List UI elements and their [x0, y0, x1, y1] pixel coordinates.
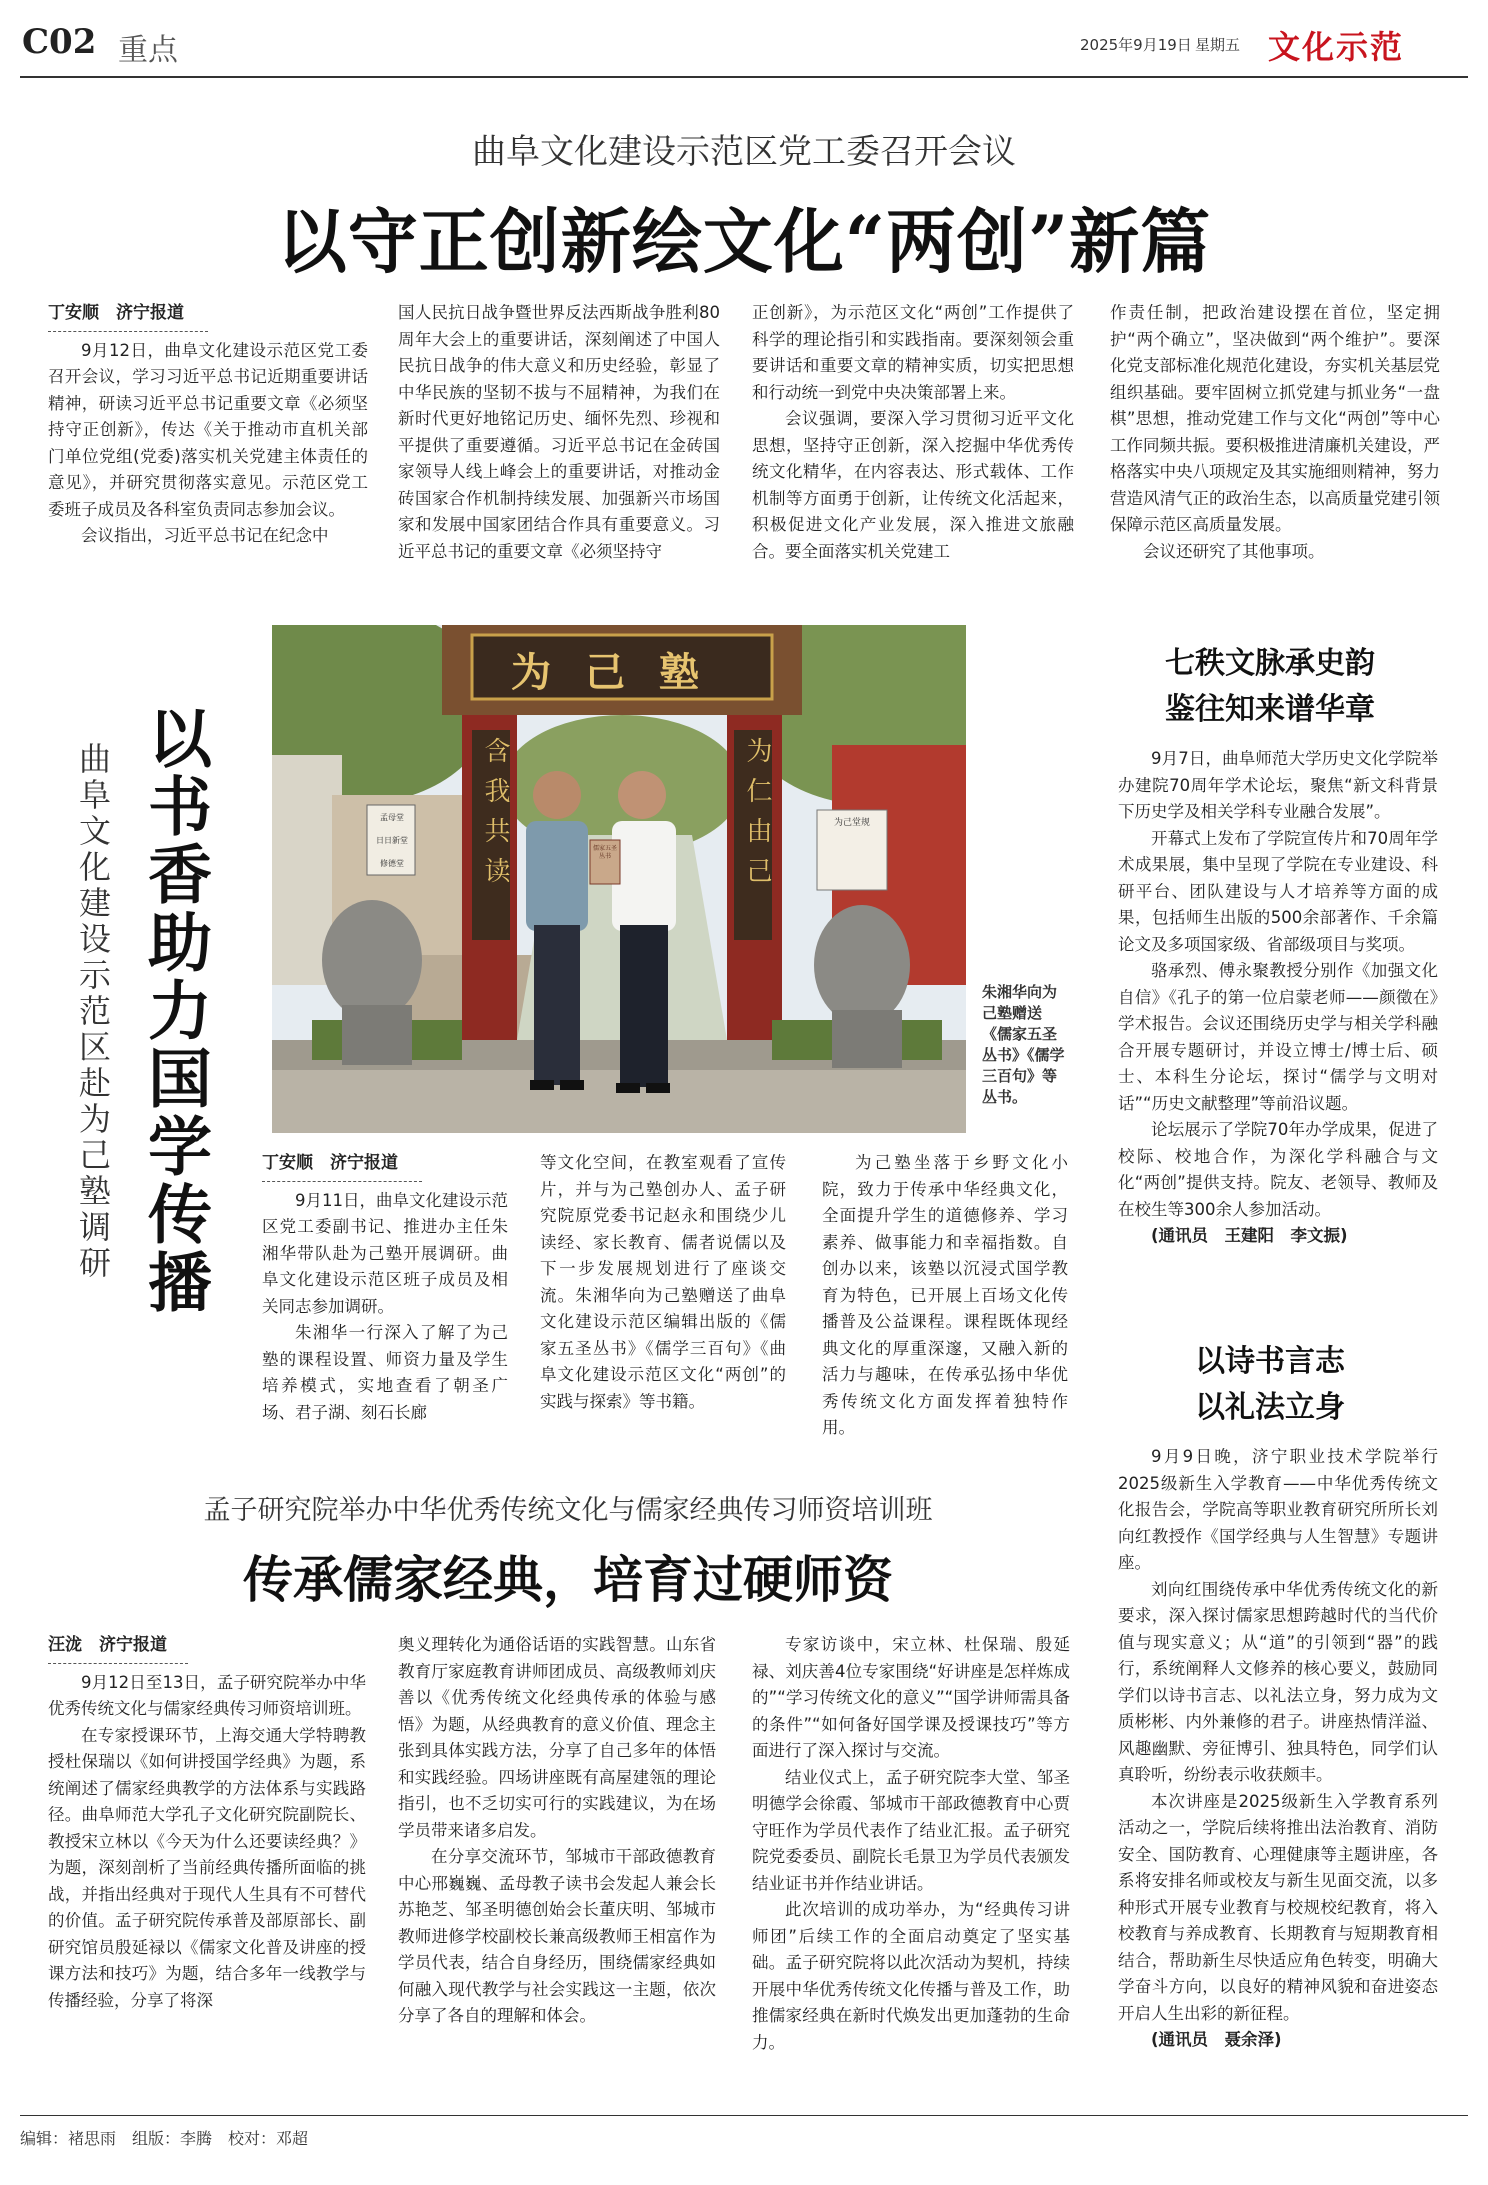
page-header: [20, 22, 1468, 66]
sidebar2-credit: (通讯员 聂余泽): [1151, 2030, 1282, 2049]
header-rule: [20, 76, 1468, 78]
article2-headline: 以书香助力国学传播: [137, 705, 212, 1317]
article1-col4: [1110, 300, 1440, 565]
photo-illustration: [272, 625, 966, 1133]
photo-sign-2: 日日新堂: [376, 836, 408, 845]
article1-byline: 丁安顺 济宁报道: [48, 300, 208, 332]
sidebar1-paragraph: 论坛展示了学院70年办学成果，促进了校际、校地合作，为深化学科融合与文化“两创”提供支持。院友、老领导、教师及在校生等300余人参加活动。: [1118, 1120, 1438, 1219]
paper-name: 文化示范: [1268, 28, 1405, 66]
article2-byline: 丁安顺 济宁报道: [262, 1150, 422, 1182]
article3-col1: [48, 1632, 366, 2014]
couplet-left-text: 含我共读: [480, 737, 510, 897]
sidebar1-body: [1118, 746, 1438, 1250]
article1-col1: [48, 300, 368, 550]
article1-col3: [752, 300, 1074, 565]
article2-paragraph: 9月11日，曲阜文化建设示范区党工委副书记、推进办主任朱湘华带队赴为己塾开展调研。曲阜文化建设示范区班子成员及相关同志参加调研。: [262, 1190, 508, 1316]
sidebar1-paragraph: 开幕式上发布了学院宣传片和70周年学术成果展，集中呈现了学院在专业建设、科研平台、团队建设与人才培养等方面的成果，包括师生出版的500余部著作、千余篇论文及多项国家级、省部级项目与奖项。: [1118, 828, 1438, 954]
article1-paragraph: 会议强调，要深入学习贯彻习近平文化思想，坚持守正创新，深入挖掘中华优秀传统文化精华，在内容表达、形式载体、工作机制等方面勇于创新，让传统文化活起来，积极促进文化产业发展，深入推进文旅融合。要全面落实机关党建工: [752, 409, 1074, 561]
article3-col2: [398, 1632, 716, 2030]
article3-paragraph: 在专家授课环节，上海交通大学特聘教授杜保瑞以《如何讲授国学经典》为题，系统阐述了儒家经典教学的方法体系与实践路径。曲阜师范大学孔子文化研究院副院长、教授宋立林以《今天为什么还要读经典？》为题，深刻剖析了当前经典传播所面临的挑战，并指出经典对于现代人生具有不可替代的价值。孟子研究院传承普及部原部长、副研究馆员殷延禄以《儒家文化普及讲座的授课方法和技巧》为题，结合多年一线教学与传播经验，分享了将深: [48, 1725, 366, 2010]
article3-byline: 汪泷 济宁报道: [48, 1632, 188, 1664]
issue-date: 2025年9月19日: [1080, 36, 1192, 54]
article3-paragraph: 结业仪式上，孟子研究院李大堂、邹圣明德学会徐霞、邹城市干部政德教育中心贾守旺作为学员代表作了结业汇报。孟子研究院党委委员、副院长毛景卫为学员代表颁发结业证书并作结业讲话。: [752, 1767, 1070, 1893]
sidebar2-body: [1118, 1444, 1438, 2054]
article1-paragraph: 会议指出，习近平总书记在纪念中: [81, 526, 329, 545]
photo-sign-1: 孟母堂: [380, 813, 404, 822]
article3-headline: 传承儒家经典，培育过硬师资: [243, 1550, 893, 1609]
article2-subhead: 曲阜文化建设示范区赴为己塾调研: [74, 742, 112, 1282]
article2-paragraph: 为己塾坐落于乡野文化小院，致力于传承中华经典文化，全面提升学生的道德修养、学习素养、做事能力和幸福指数。自创办以来，该塾以沉浸式国学教育为特色，已开展上百场文化传播普及公益课程。课程既体现经典文化的厚重深邃，又融入新的活力与趣味，在传承弘扬中华优秀传统文化方面发挥着独特作用。: [822, 1153, 1068, 1437]
article2-paragraph: 等文化空间，在教室观看了宣传片，并与为己塾创办人、孟子研究院原党委书记赵永和围绕少儿读经、家长教育、儒者说儒以及下一步发展规划进行了座谈交流。朱湘华向为己塾赠送了曲阜文化建设示范区编辑出版的《儒家五圣丛书》《儒学三百句》《曲阜文化建设示范区文化“两创”的实践与探索》等书籍。: [540, 1153, 786, 1411]
article1-kicker: 曲阜文化建设示范区党工委召开会议: [472, 132, 1016, 172]
sidebar1-headline-line2: 鉴往知来谱华章: [1165, 692, 1375, 727]
photo-book-text: 儒家五圣丛书: [592, 845, 617, 860]
gate-plaque-text: 为己塾: [511, 649, 733, 696]
sidebar2-paragraph: 本次讲座是2025级新生入学教育系列活动之一，学院后续将推出法治教育、消防安全、国防教育、心理健康等主题讲座，各系将安排名师或校友与新生见面交流，以多种形式开展专业教育与校规校纪教育，将入校教育与养成教育、长期教育与短期教育相结合，帮助新生尽快适应角色转变，明确大学奋斗方向，以良好的精神风貌和奋进姿态开启人生出彩的新征程。: [1118, 1791, 1438, 2023]
article3-paragraph: 9月12日至13日，孟子研究院举办中华优秀传统文化与儒家经典传习师资培训班。: [48, 1672, 366, 1718]
footer-staff: 编辑：褚思雨 组版：李腾 校对：邓超: [20, 2129, 309, 2148]
couplet-right-text: 为仁由己: [742, 737, 772, 897]
article3-col3: [752, 1632, 1070, 2056]
article2-photo: [272, 625, 966, 1133]
article1-paragraph: 会议还研究了其他事项。: [1143, 541, 1325, 561]
page-code: C02: [22, 22, 97, 62]
issue-weekday: 星期五: [1195, 36, 1241, 54]
article3-paragraph: 奥义理转化为通俗话语的实践智慧。山东省教育厅家庭教育讲师团成员、高级教师刘庆善以《优秀传统文化经典传承的体验与感悟》为题，从经典教育的意义价值、理念主张到具体实践方法，分享了自己多年的体悟和实践经验。四场讲座既有高屋建瓴的理论指引，也不乏切实可行的实践建议，为在场学员带来诸多启发。: [398, 1635, 716, 1840]
article1-paragraph: 9月12日，曲阜文化建设示范区党工委召开会议，学习习近平总书记近期重要讲话精神，研读习近平总书记重要文章《必须坚持守正创新》，传达《关于推动市直机关部门单位党组(党委)落实机关党建主体责任的意见》，并研究贯彻落实意见。示范区党工委班子成员及各科室负责同志参加会议。: [48, 340, 368, 519]
sidebar2-paragraph: 9月9日晚，济宁职业技术学院举行2025级新生入学教育——中华优秀传统文化报告会，学院高等职业教育研究所所长刘向红教授作《国学经典与人生智慧》专题讲座。: [1118, 1447, 1438, 1572]
article1-paragraph: 国人民抗日战争暨世界反法西斯战争胜利80周年大会上的重要讲话，深刻阐述了中国人民抗日战争的伟大意义和历史经验，彰显了中华民族的坚韧不拔与不屈精神，为我们在新时代更好地铭记历史、缅怀先烈、珍视和平提供了重要遵循。习近平总书记在金砖国家领导人线上峰会上的重要讲话，对推动金砖国家合作机制持续发展、加强新兴市场国家和发展中国家团结合作具有重要意义。习近平总书记的重要文章《必须坚持守: [398, 303, 720, 561]
article1-paragraph: 作责任制，把政治建设摆在首位，坚定拥护“两个确立”，坚决做到“两个维护”。要深化党支部标准化规范化建设，夯实机关基层党组织基础。要牢固树立抓党建与抓业务“一盘棋”思想，推动党建工作与文化“两创”等中心工作同频共振。要积极推进清廉机关建设，严格落实中央八项规定及其实施细则精神，努力营造风清气正的政治生态，以高质量党建引领保障示范区高质量发展。: [1110, 303, 1440, 534]
article3-paragraph: 在分享交流环节，邹城市干部政德教育中心邢巍巍、孟母教子读书会发起人兼会长苏艳芝、邹圣明德创始会长董庆明、邹城市教师进修学校副校长兼高级教师王相富作为学员代表，结合自身经历，围绕儒家经典如何融入现代教学与社会实践这一主题，依次分享了各自的理解和体会。: [398, 1847, 716, 2025]
article3-kicker: 孟子研究院举办中华优秀传统文化与儒家经典传习师资培训班: [203, 1495, 933, 1526]
photo-sign-4: 为己堂规: [833, 818, 870, 828]
photo-sign-3: 修德堂: [380, 859, 404, 868]
sidebar1-paragraph: 骆承烈、傅永聚教授分别作《加强文化自信》《孔子的第一位启蒙老师——颜徵在》学术报告。会议还围绕历史学与相关学科融合开展专题研讨，并设立博士/博士后、硕士、本科生分论坛，探讨“儒学与文明对话”“历史文献整理”等前沿议题。: [1118, 961, 1438, 1113]
article2-col3: [822, 1150, 1068, 1442]
sidebar2-paragraph: 刘向红围绕传承中华优秀传统文化的新要求，深入探讨儒家思想跨越时代的当代价值与现实意义；从“道”的引领到“器”的践行，系统阐释人文修养的核心要义，鼓励同学们以诗书言志、以礼法立身，努力成为文质彬彬、内外兼修的君子。讲座热情洋溢、风趣幽默、旁征博引、独具特色，同学们认真聆听，纷纷表示收获颇丰。: [1118, 1579, 1438, 1784]
article1-col2: [398, 300, 720, 565]
sidebar1-headline-line1: 七秩文脉承史韵: [1165, 646, 1375, 681]
article2-photo-caption: 朱湘华向为己塾赠送《儒家五圣丛书》《儒学三百句》等丛书。: [982, 983, 1065, 1106]
article2-paragraph: 朱湘华一行深入了解了为己塾的课程设置、师资力量及学生培养模式，实地查看了朝圣广场、君子湖、刻石长廊: [262, 1323, 508, 1422]
section-label: 重点: [118, 33, 178, 68]
article1-headline: 以守正创新绘文化“两创”新篇: [276, 200, 1212, 283]
sidebar2-headline-line1: 以诗书言志: [1195, 1344, 1345, 1379]
article2-col1: [262, 1150, 508, 1426]
article1-paragraph: 正创新》，为示范区文化“两创”工作提供了科学的理论指引和实践指南。要深刻领会重要讲话和重要文章的精神实质，切实把思想和行动统一到党中央决策部署上来。: [752, 303, 1074, 402]
article3-paragraph: 此次培训的成功举办，为“经典传习讲师团”后续工作的全面启动奠定了坚实基础。孟子研究院将以此次活动为契机，持续开展中华优秀传统文化传播与普及工作，助推儒家经典在新时代焕发出更加蓬勃的生命力。: [752, 1900, 1070, 2052]
article2-col2: [540, 1150, 786, 1415]
sidebar1-paragraph: 9月7日，曲阜师范大学历史文化学院举办建院70周年学术论坛，聚焦“新文科背景下历史学及相关学科专业融合发展”。: [1118, 749, 1438, 821]
article3-paragraph: 专家访谈中，宋立林、杜保瑞、殷延禄、刘庆善4位专家围绕“好讲座是怎样炼成的”“学习传统文化的意义”“国学讲师需具备的条件”“如何备好国学课及授课技巧”等方面进行了深入探讨与交流。: [752, 1635, 1070, 1760]
sidebar1-credit: (通讯员 王建阳 李文振): [1151, 1226, 1348, 1245]
footer-rule: [20, 2115, 1468, 2116]
sidebar2-headline-line2: 以礼法立身: [1195, 1390, 1345, 1425]
